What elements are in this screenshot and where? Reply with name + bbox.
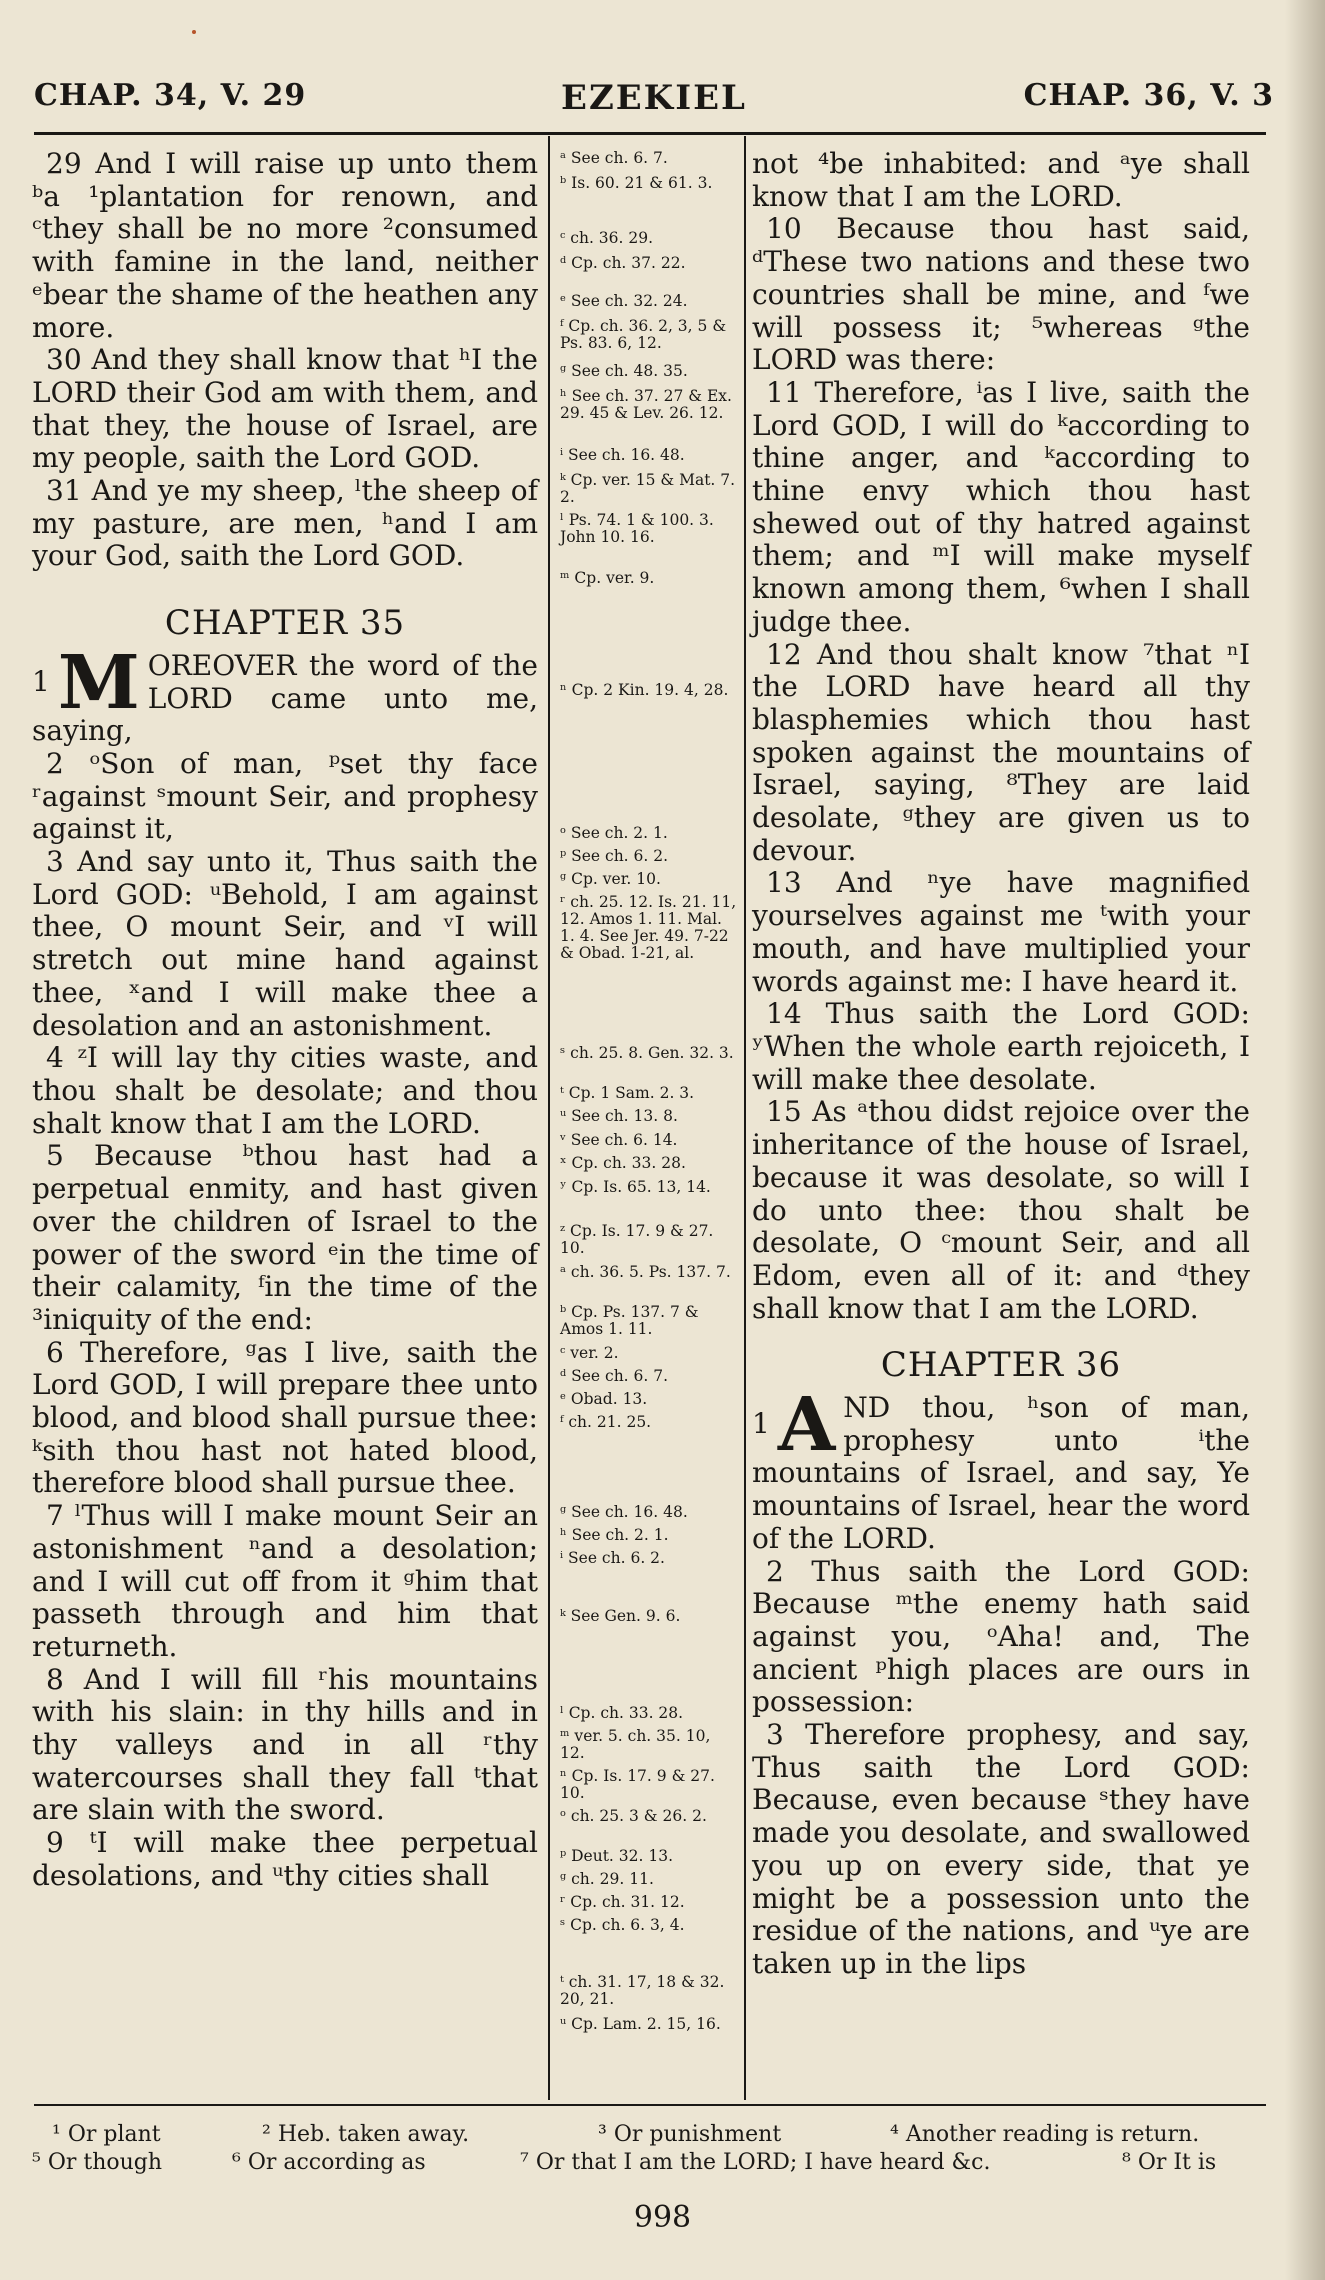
cross-reference: ᶠ Cp. ch. 36. 2, 3, 5 & Ps. 83. 6, 12. <box>560 317 727 352</box>
verse-number: 1 <box>752 1407 770 1441</box>
cross-reference: ᶻ Cp. Is. 17. 9 & 27. 10. <box>560 1222 714 1257</box>
cross-reference: ⁿ Cp. Is. 17. 9 & 27. 10. <box>560 1767 715 1802</box>
cross-reference: ˡ Ps. 74. 1 & 100. 3. John 10. 16. <box>560 511 714 546</box>
verse-35-3: 3 And say unto it, Thus saith the Lord GOD: ᵘBehold, I am against thee, O mount Seir, and ᵛI will stretch out mine hand against thee, ˣand I will make thee a desolation and an astonishment. <box>32 845 538 1042</box>
verse-36-3: 3 Therefore prophesy, and say, Thus saith the Lord GOD: Because, even because ˢthey have made you desolate, and swallowed you up on every side, that ye might be a possession unto the residue of the nations, and ᵘye are taken up in the lips <box>752 1718 1250 1980</box>
verse-35-7: 7 ˡThus will I make mount Seir an astonishment ⁿand a desolation; and I will cut off from it ᵍhim that passeth through and him that returneth. <box>32 1499 538 1663</box>
cross-reference: ᶜ ch. 36. 29. <box>560 229 654 247</box>
cross-reference: ᵉ See ch. 32. 24. <box>560 292 688 310</box>
page-number: 998 <box>633 2200 692 2235</box>
cross-reference: ˢ Cp. ch. 6. 3, 4. <box>560 1916 685 1934</box>
footnote-4: ⁴ Another reading is return. <box>890 2122 1200 2147</box>
drop-cap: A <box>777 1382 836 1469</box>
cross-reference: ᵍ ch. 29. 11. <box>560 1870 654 1888</box>
cross-reference: ᵍ See ch. 48. 35. <box>560 362 688 380</box>
verse-35-9-continued: not ⁴be inhabited: and ᵃye shall know that I am the LORD. <box>752 147 1250 213</box>
verse-35-8: 8 And I will fill ʳhis mountains with his slain: in thy hills and in thy valleys and in all ʳthy watercourses shall they fall ᵗthat are slain with the sword. <box>32 1662 538 1827</box>
cross-reference: ᵉ Obad. 13. <box>560 1390 648 1408</box>
cross-reference: ˣ Cp. ch. 33. 28. <box>560 1154 686 1172</box>
verse-36-1 <box>752 1382 1250 1556</box>
chapter-36-heading: CHAPTER 36 <box>880 1345 1122 1386</box>
verse-35-12: 12 And thou shalt know ⁷that ⁿI the LORD have heard all thy blasphemies which thou hast spoken against the mountains of Israel, saying, ⁸They are laid desolate, ᵍthey are given us to devour. <box>752 637 1250 867</box>
verse-text: OREOVER the word of the LORD came unto me, saying, <box>32 648 538 748</box>
cross-reference: ᵏ See Gen. 9. 6. <box>560 1607 681 1625</box>
verse-text: ND thou, ʰson of man, prophesy unto ⁱthe mountains of Israel, and say, Ye mountains of Israel, hear the word of the LORD. <box>752 1391 1250 1555</box>
cross-reference: ᵈ Cp. ch. 37. 22. <box>560 254 686 272</box>
verse-35-9: 9 ᵗI will make thee perpetual desolations, and ᵘthy cities shall <box>32 1826 538 1892</box>
verse-35-2: 2 ᵒSon of man, ᵖset thy face ʳagainst ˢmount Seir, and prophesy against it, <box>32 746 538 846</box>
verse-35-15: 15 As ᵃthou didst rejoice over the inheritance of the house of Israel, because it was desolate, so will I do unto thee: thou shalt be desolate, O ᶜmount Seir, and all Edom, even all of it: and ᵈthey shall know that I am the LORD. <box>752 1095 1250 1325</box>
header-right-reference: CHAP. 36, V. 3 <box>1023 78 1274 113</box>
cross-reference: ᵇ Is. 60. 21 & 61. 3. <box>560 174 713 192</box>
verse-34-29: 29 And I will raise up unto them ᵇa ¹plantation for renown, and ᶜthey shall be no more ²consumed with famine in the land, neither ᵉbear the shame of the heathen any more. <box>32 147 538 344</box>
cross-reference: ᵒ See ch. 2. 1. <box>560 824 668 842</box>
cross-reference: ᵈ See ch. 6. 7. <box>560 1367 669 1385</box>
left-text-column <box>32 148 538 1893</box>
drop-cap: M <box>57 639 140 726</box>
verse-34-30: 30 And they shall know that ʰI the LORD their God am with them, and that they, the house of Israel, are my people, saith the Lord GOD. <box>32 343 538 475</box>
verse-number: 1 <box>32 664 50 698</box>
cross-reference: ᵘ Cp. Lam. 2. 15, 16. <box>560 2015 721 2033</box>
footnote-2: ² Heb. taken away. <box>262 2122 470 2147</box>
footnote-5: ⁵ Or though <box>32 2150 163 2175</box>
footnote-8: ⁸ Or It is <box>1122 2150 1217 2175</box>
cross-reference: ⁱ See ch. 16. 48. <box>560 446 685 464</box>
verse-36-2: 2 Thus saith the Lord GOD: Because ᵐthe enemy hath said against you, ᵒAha! and, The ancient ᵖhigh places are ours in possession: <box>752 1554 1250 1719</box>
cross-reference: ᵛ See ch. 6. 14. <box>560 1131 678 1149</box>
cross-reference: ᵇ Cp. Ps. 137. 7 & Amos 1. 11. <box>560 1303 699 1338</box>
chapter-35-heading: CHAPTER 35 <box>164 603 406 644</box>
cross-reference: ⁿ Cp. 2 Kin. 19. 4, 28. <box>560 681 729 699</box>
cross-reference: ᵃ ch. 36. 5. Ps. 137. 7. <box>560 1263 731 1281</box>
verse-35-6: 6 Therefore, ᵍas I live, saith the Lord GOD, I will prepare thee unto blood, and blood shall pursue thee: ᵏsith thou hast not hated blood, therefore blood shall pursue thee. <box>32 1335 538 1500</box>
cross-reference: ᵍ See ch. 16. 48. <box>560 1503 688 1521</box>
running-header <box>34 78 1274 128</box>
cross-reference: ˢ ch. 25. 8. Gen. 32. 3. <box>560 1044 734 1062</box>
cross-reference: ᵗ Cp. 1 Sam. 2. 3. <box>560 1084 695 1102</box>
footnote-1: ¹ Or plant <box>52 2122 161 2147</box>
header-left-reference: CHAP. 34, V. 29 <box>34 78 307 113</box>
cross-reference: ᵗ ch. 31. 17, 18 & 32. 20, 21. <box>560 1973 725 2008</box>
cross-reference: ʰ See ch. 37. 27 & Ex. 29. 45 & Lev. 26. 12. <box>560 387 732 422</box>
verse-34-31: 31 And ye my sheep, ˡthe sheep of my pasture, are men, ʰand I am your God, saith the Lord GOD. <box>32 474 538 573</box>
cross-reference: ʳ ch. 25. 12. Is. 21. 11, 12. Amos 1. 11. Mal. 1. 4. See Jer. 49. 7-22 & Obad. 1-21, al. <box>560 893 737 962</box>
verse-35-5: 5 Because ᵇthou hast had a perpetual enmity, and hast given over the children of Israel to the power of the sword ᵉin the time of their calamity, ᶠin the time of the ³iniquity of the end: <box>32 1139 538 1336</box>
footnote-6: ⁶ Or according as <box>232 2150 426 2175</box>
cross-reference: ᶜ ver. 2. <box>560 1344 619 1362</box>
column-divider-left <box>548 136 550 2100</box>
print-speck <box>192 30 196 34</box>
cross-reference: ᵘ See ch. 13. 8. <box>560 1107 678 1125</box>
cross-reference: ˡ Cp. ch. 33. 28. <box>560 1704 684 1722</box>
header-rule <box>34 132 1266 135</box>
binding-edge-shadow <box>1285 0 1325 2280</box>
cross-reference: ʳ Cp. ch. 31. 12. <box>560 1893 685 1911</box>
cross-reference: ᵃ See ch. 6. 7. <box>560 149 668 167</box>
verse-35-13: 13 And ⁿye have magnified yourselves against me ᵗwith your mouth, and have multiplied your words against me: I have heard it. <box>752 866 1250 998</box>
footnote-rule <box>34 2104 1266 2106</box>
cross-reference: ⁱ See ch. 6. 2. <box>560 1549 665 1567</box>
cross-reference: ᵒ ch. 25. 3 & 26. 2. <box>560 1807 707 1825</box>
column-divider-right <box>744 136 746 2100</box>
verse-35-14: 14 Thus saith the Lord GOD: ʸWhen the whole earth rejoiceth, I will make thee desolate. <box>752 997 1250 1096</box>
center-references <box>560 150 738 2100</box>
cross-reference: ᶠ ch. 21. 25. <box>560 1413 652 1431</box>
cross-reference: ᵐ ver. 5. ch. 35. 10, 12. <box>560 1727 711 1762</box>
right-text-column <box>752 148 1250 1981</box>
footnote-7: ⁷ Or that I am the LORD; I have heard &c. <box>520 2150 991 2175</box>
cross-reference: ᵏ Cp. ver. 15 & Mat. 7. 2. <box>560 471 736 506</box>
cross-reference: ᵍ Cp. ver. 10. <box>560 870 661 888</box>
footnote-3: ³ Or punishment <box>598 2122 782 2147</box>
book-title: EZEKIEL <box>561 78 747 118</box>
cross-reference: ᵖ See ch. 6. 2. <box>560 847 669 865</box>
cross-reference: ʰ See ch. 2. 1. <box>560 1526 669 1544</box>
cross-reference: ᵖ Deut. 32. 13. <box>560 1847 674 1865</box>
verse-35-10: 10 Because thou hast said, ᵈThese two nations and these two countries shall be mine, and ᶠwe will possess it; ⁵whereas ᵍthe LORD was there: <box>752 212 1250 377</box>
verse-35-1 <box>32 639 538 748</box>
verse-35-4: 4 ᶻI will lay thy cities waste, and thou shalt be desolate; and thou shalt know that I am the LORD. <box>32 1041 538 1140</box>
cross-reference: ʸ Cp. Is. 65. 13, 14. <box>560 1178 711 1196</box>
cross-reference: ᵐ Cp. ver. 9. <box>560 569 655 587</box>
verse-35-11: 11 Therefore, ⁱas I live, saith the Lord GOD, I will do ᵏaccording to thine anger, and ᵏaccording to thine envy which thou hast shewed out of thy hatred against them; and ᵐI will make myself known among them, ⁶when I shall judge thee. <box>752 375 1250 638</box>
